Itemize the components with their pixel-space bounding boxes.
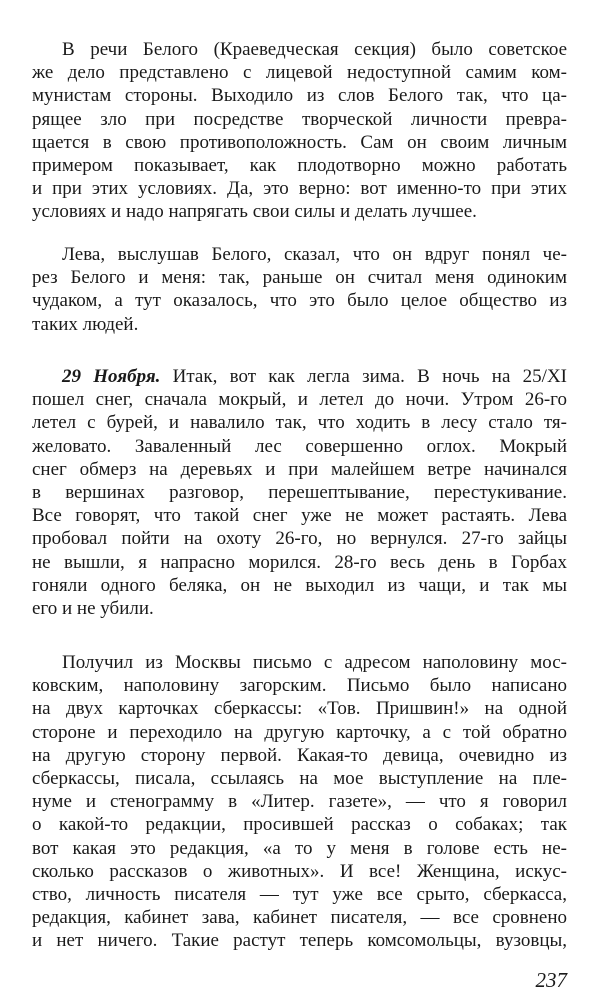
text-line: таких людей. bbox=[32, 313, 139, 335]
text-line: сколько рассказов о животных». И все! Женщина, искус- bbox=[32, 860, 567, 882]
paragraph-4 bbox=[32, 651, 567, 952]
text-line: и при этих условиях. Да, это верно: вот именно-то при этих bbox=[32, 178, 567, 200]
text-line: же дело представлено с лицевой недоступной самим ком- bbox=[32, 62, 567, 84]
text-line: о какой-то редакции, просившей рассказ о собаках; так bbox=[32, 814, 567, 836]
text-line: щается в свою противоположность. Сам он своим личным bbox=[32, 131, 567, 153]
text-line: Получил из Москвы письмо с адресом наполовину мос- bbox=[62, 652, 567, 673]
text-line: редакция, кабинет зава, кабинет писателя, — все сровнено bbox=[32, 907, 567, 929]
text-line: его и не убили. bbox=[32, 597, 154, 619]
text-line: на двух карточках сберкассы: «Тов. Пришвин!» на одной bbox=[32, 698, 567, 720]
paragraph-3-diary-entry bbox=[32, 365, 567, 620]
text-line: примером показывает, как плодотворно можно работать bbox=[32, 154, 567, 176]
text-line: в вершинах разговор, перешептывание, перестукивание. bbox=[32, 481, 567, 503]
entry-date: 29 Ноября. bbox=[62, 366, 161, 387]
text-line: стороне и переходило на другую карточку, а с той обратно bbox=[32, 721, 567, 743]
page-number: 237 bbox=[535, 968, 567, 992]
text-line: чудаком, а тут оказалось, что это было целое общество из bbox=[32, 290, 567, 312]
text-line: нуме и стенограмму в «Литер. газете», — что я говорил bbox=[32, 791, 567, 813]
text-line: летел с бурей, и навалило так, что ходить в лесу стало тя- bbox=[32, 412, 567, 434]
text-line: ковским, наполовину загорским. Письмо было написано bbox=[32, 675, 567, 697]
text-line: рез Белого и меня: так, раньше он считал меня одиноким bbox=[32, 267, 567, 289]
text-line: условиях и надо напрягать свои силы и делать лучшее. bbox=[32, 201, 477, 223]
text-line bbox=[32, 365, 567, 388]
text-line: пошел снег, сначала мокрый, и летел до ночи. Утром 26-го bbox=[32, 389, 567, 411]
paragraph-2 bbox=[32, 243, 567, 336]
text-line: снег обмерз на деревьях и при малейшем ветре начинался bbox=[32, 458, 567, 480]
text-line: желовато. Заваленный лес совершенно оглох. Мокрый bbox=[32, 435, 567, 457]
paragraph-1 bbox=[32, 38, 567, 224]
text-line: Лева, выслушав Белого, сказал, что он вдруг понял че- bbox=[62, 244, 567, 265]
text-line: пробовал пойти на охоту 26-го, но вернулся. 27-го зайцы bbox=[32, 528, 567, 550]
text-line-rest: Итак, вот как легла зима. В ночь на 25/XI bbox=[160, 366, 567, 387]
text-line: сберкассы, писала, ссылаясь на мое выступление на пле- bbox=[32, 767, 567, 789]
text-line: ство, личность писателя — тут уже все срыто, сберкасса, bbox=[32, 883, 567, 905]
text-line: мунистам стороны. Выходило из слов Белого так, что ца- bbox=[32, 85, 567, 107]
text-line: на другую сторону первой. Какая-то девица, очевидно из bbox=[32, 744, 567, 766]
text-line: не вышли, я напрасно морился. 28-го весь день в Горбах bbox=[32, 551, 567, 573]
text-line: рящее зло при посредстве творческой личности превра- bbox=[32, 108, 567, 130]
text-line: вот какая это редакция, «а то у меня в голове есть не- bbox=[32, 837, 567, 859]
text-line: гоняли одного беляка, он не выходил из чащи, и так мы bbox=[32, 574, 567, 596]
text-line: Все говорят, что такой снег уже не может растаять. Лева bbox=[32, 505, 567, 527]
text-line: В речи Белого (Краеведческая секция) было советское bbox=[62, 39, 567, 60]
text-line: и нет ничего. Такие растут теперь комсомольцы, вузовцы, bbox=[32, 930, 567, 952]
